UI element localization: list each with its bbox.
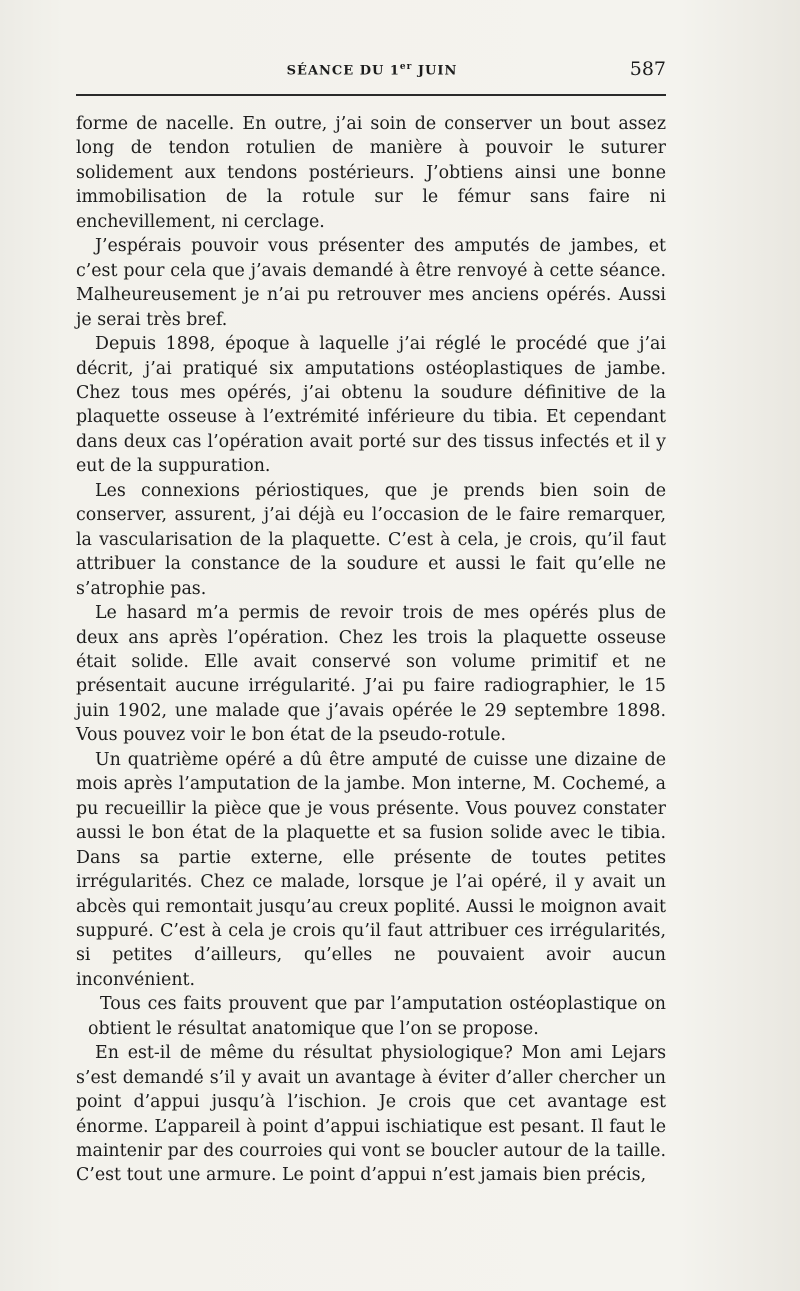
paragraph: Tous ces faits prouvent que par l’amputation ostéoplastique on obtient le résultat anatomique que l’on se propose. xyxy=(88,994,666,1039)
header-rule xyxy=(76,94,666,96)
paragraph: Le hasard m’a permis de revoir trois de mes opérés plus de deux ans après l’opération. Chez les trois la plaquette osseuse était solide. Elle avait conservé son volume primitif et ne présentait aucune irrégularité. J’ai pu faire radiographier, le 15 juin 1902, une malade que j’avais opérée le 29 septembre 1898. Vous pouvez voir le bon état de la pseudo-rotule. xyxy=(76,603,666,746)
page-number: 587 xyxy=(629,58,666,80)
running-head-suffix: JUIN xyxy=(412,63,458,79)
paragraph: Depuis 1898, époque à laquelle j’ai réglé le procédé que j’ai décrit, j’ai pratiqué six amputations ostéoplastiques de jambe. Chez tous mes opérés, j’ai obtenu la soudure définitive de la plaquette osseuse à l’extrémité inférieure du tibia. Et cependant dans deux cas l’opération avait porté sur des tissus infectés et il y eut de la suppuration. xyxy=(76,334,666,477)
paragraph: J’espérais pouvoir vous présenter des amputés de jambes, et c’est pour cela que j’avais demandé à être renvoyé à cette séance. Malheureusement je n’ai pu retrouver mes anciens opérés. Aussi je serai très bref. xyxy=(76,236,666,330)
paragraph: Les connexions périostiques, que je prends bien soin de conserver, assurent, j’ai déjà eu l’occasion de le faire remarquer, la vascularisation de la plaquette. C’est à cela, je crois, qu’il faut attribuer la constance de la soudure et aussi le fait qu’elle ne s’atrophie pas. xyxy=(76,480,666,599)
paragraph: forme de nacelle. En outre, j’ai soin de conserver un bout assez long de tendon rotulien de manière à pouvoir le suturer solidement aux tendons postérieurs. J’obtiens ainsi une bonne immobilisation de la rotule sur le fémur sans faire ni enchevillement, ni cerclage. xyxy=(76,114,666,232)
running-head-prefix: SÉANCE DU 1 xyxy=(286,63,400,79)
running-head-superscript: er xyxy=(399,62,413,72)
running-header xyxy=(76,58,668,82)
paragraph: Un quatrième opéré a dû être amputé de cuisse une dizaine de mois après l’amputation de la jambe. Mon interne, M. Cochemé, a pu recueillir la pièce que je vous présente. Vous pouvez constater aussi le bon état de la plaquette et sa fusion solide avec le tibia. Dans sa partie externe, elle présente de toutes petites irrégularités. Chez ce malade, lorsque je l’ai opéré, il y avait un abcès qui remontait jusqu’au creux poplité. Aussi le moignon avait suppuré. C’est à cela je crois qu’il faut attribuer ces irrégularités, si petites d’ailleurs, qu’elles ne pouvaient avoir aucun inconvénient. xyxy=(76,749,666,990)
running-head-title xyxy=(76,62,668,78)
paragraph: En est-il de même du résultat physiologique? Mon ami Lejars s’est demandé s’il y avait un avantage à éviter d’aller chercher un point d’appui jusqu’à l’ischion. Je crois que cet avantage est énorme. L’appareil à point d’appui ischiatique est pesant. Il faut le maintenir par des courroies qui vont se boucler autour de la taille. C’est tout une armure. Le point d’appui n’est jamais bien précis, xyxy=(76,1043,666,1186)
body-text xyxy=(76,112,666,1188)
